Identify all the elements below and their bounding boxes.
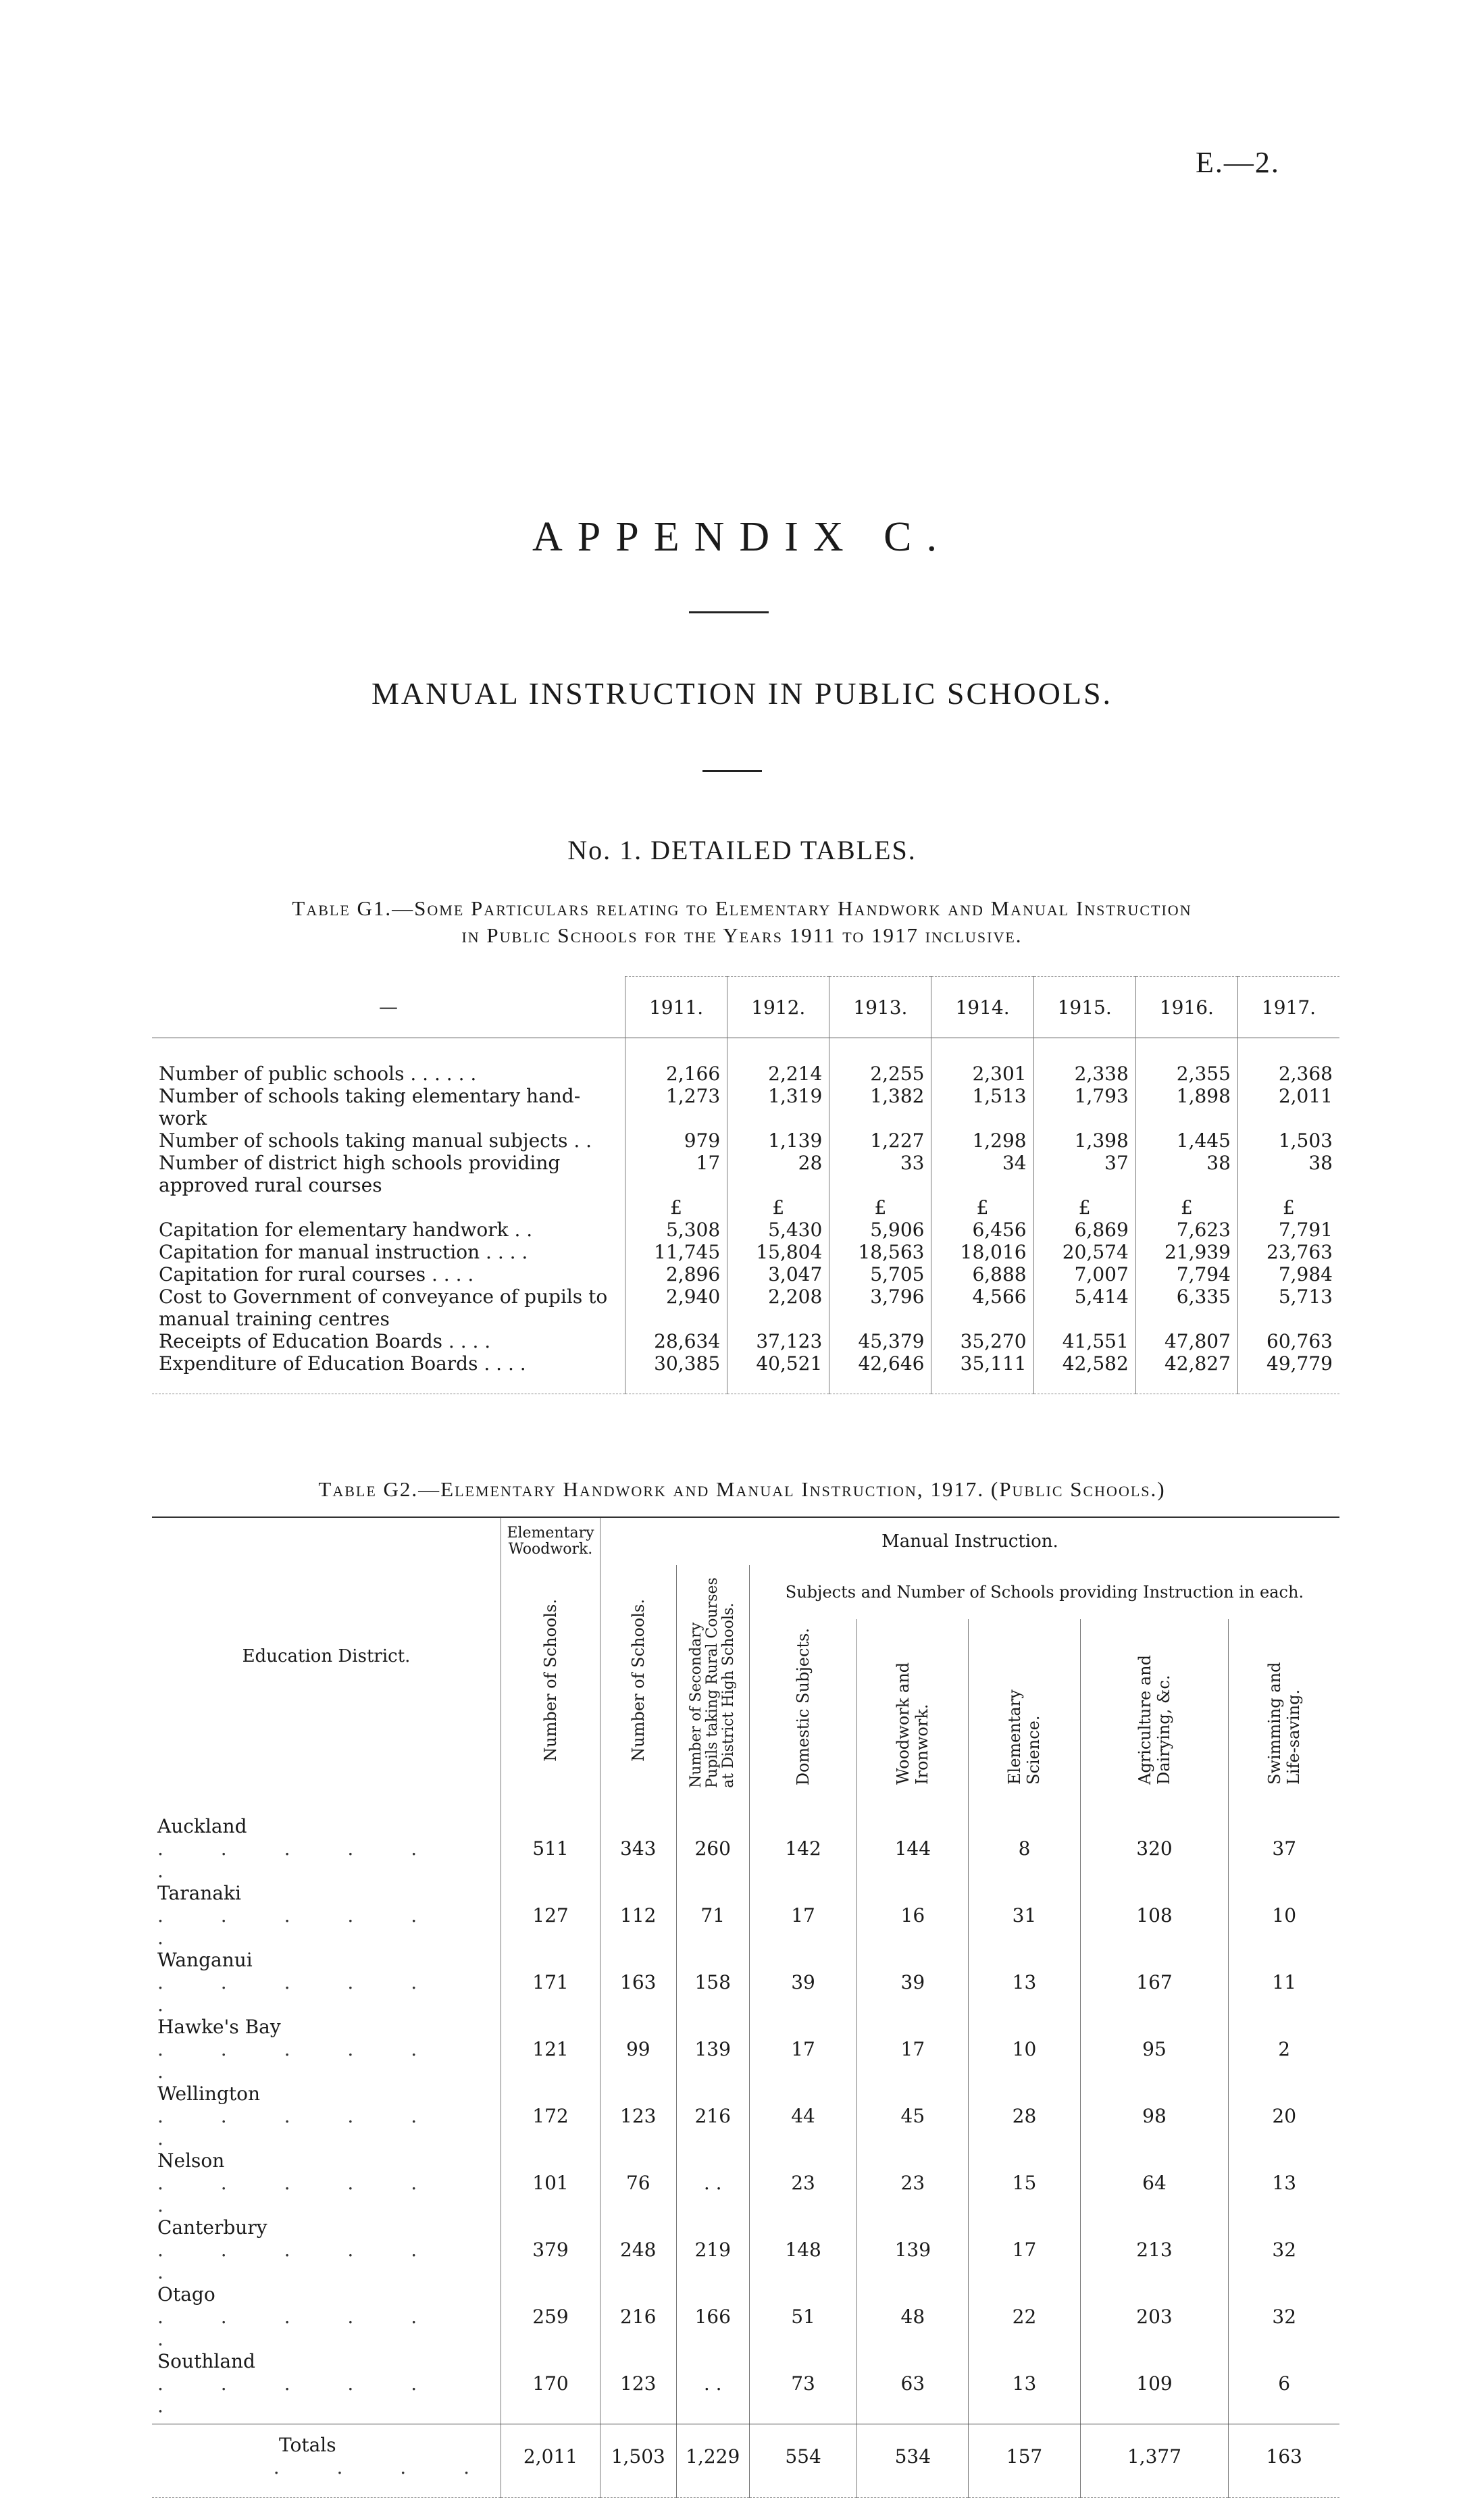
cell: 5,906 [829, 1219, 931, 1241]
row-label: Expenditure of Education Boards . . . . [152, 1352, 625, 1394]
cell: 11,745 [625, 1241, 727, 1263]
cell: 37 [1229, 1795, 1339, 1882]
cell: 1,227 [829, 1129, 931, 1152]
cell: 7,791 [1237, 1219, 1339, 1241]
appendix-title: APPENDIX C. [532, 514, 952, 560]
cell: 1,898 [1135, 1085, 1237, 1129]
cell: 248 [600, 2216, 677, 2283]
row-label [152, 1196, 625, 1219]
column-header-text: Number of Secondary Pupils taking Rural Courses at District High Schools. [688, 1577, 738, 1788]
cell: 142 [749, 1795, 856, 1882]
cell: 1,139 [727, 1129, 829, 1152]
row-label: Capitation for elementary handwork . . [159, 1219, 533, 1241]
cell: 6,888 [931, 1263, 1033, 1285]
table-row [152, 1129, 1339, 1152]
cell: 5,308 [625, 1219, 727, 1241]
total-cell: 157 [969, 2424, 1080, 2498]
cell: 163 [600, 1949, 677, 2016]
row-label: Number of district high schools providing approved rural courses [159, 1152, 561, 1196]
cell: 1,382 [829, 1085, 931, 1129]
district-name: Otago [157, 2283, 215, 2305]
column-header-text: Domestic Subjects. [794, 1628, 813, 1786]
row-label: Cost to Government of conveyance of pupils to manual training centres [159, 1285, 608, 1330]
pound-sign: £ [829, 1196, 931, 1219]
district-name: Taranaki [157, 1882, 241, 1904]
cell: 39 [749, 1949, 856, 2016]
cell: 167 [1080, 1949, 1229, 2016]
cell: 31 [969, 1882, 1080, 1949]
cell: 2 [1229, 2016, 1339, 2083]
cell: 60,763 [1237, 1330, 1339, 1352]
district-cell [152, 2216, 501, 2283]
column-header [969, 1619, 1080, 1795]
row-label: Capitation for manual instruction . . . . [159, 1241, 528, 1263]
district-cell [152, 2350, 501, 2424]
cell: 121 [501, 2016, 600, 2083]
table-row [152, 2350, 1339, 2424]
pound-sign: £ [1135, 1196, 1237, 1219]
cell: 7,984 [1237, 1263, 1339, 1285]
district-name: Wellington [157, 2083, 261, 2105]
column-header [600, 1565, 677, 1795]
column-header-text: Agriculture and Dairying, &c. [1135, 1655, 1173, 1785]
cell: 21,939 [1135, 1241, 1237, 1263]
cell: 1,513 [931, 1085, 1033, 1129]
cell: 34 [931, 1152, 1033, 1196]
cell: 18,563 [829, 1241, 931, 1263]
cell: 1,503 [1237, 1129, 1339, 1152]
cell: 2,166 [625, 1038, 727, 1086]
table-row [152, 1263, 1339, 1285]
cell: 148 [749, 2216, 856, 2283]
row-label: Receipts of Education Boards . . . . [159, 1330, 491, 1352]
table-row [152, 2149, 1339, 2216]
cell: 6,869 [1033, 1219, 1135, 1241]
cell: 123 [600, 2350, 677, 2424]
district-cell [152, 2016, 501, 2083]
cell: 5,430 [727, 1219, 829, 1241]
cell: 2,255 [829, 1038, 931, 1086]
cell: 5,705 [829, 1263, 931, 1285]
cell: 144 [857, 1795, 969, 1882]
table-row [152, 1038, 1339, 1086]
cell: 320 [1080, 1795, 1229, 1882]
section-title: MANUAL INSTRUCTION IN PUBLIC SCHOOLS. [371, 676, 1113, 711]
cell: 1,793 [1033, 1085, 1135, 1129]
cell: 2,940 [625, 1285, 727, 1330]
district-name: Southland [157, 2350, 255, 2372]
cell: 30,385 [625, 1352, 727, 1394]
leader-dots: . . . . . . [157, 2239, 443, 2283]
cell: . . [676, 2149, 749, 2216]
row-label: Number of schools taking elementary hand-work [159, 1085, 581, 1129]
cell: 3,796 [829, 1285, 931, 1330]
cell: 2,301 [931, 1038, 1033, 1086]
cell: 7,623 [1135, 1219, 1237, 1241]
table-row [152, 2083, 1339, 2149]
total-cell: 1,377 [1080, 2424, 1229, 2498]
cell: 13 [969, 1949, 1080, 2016]
cell: 16 [857, 1882, 969, 1949]
cell: 37 [1033, 1152, 1135, 1196]
cell: 32 [1229, 2216, 1339, 2283]
table-row [152, 1795, 1339, 1882]
cell: 979 [625, 1129, 727, 1152]
cell: 18,016 [931, 1241, 1033, 1263]
cell: 40,521 [727, 1352, 829, 1394]
cell: 71 [676, 1882, 749, 1949]
cell: 39 [857, 1949, 969, 2016]
cell: 98 [1080, 2083, 1229, 2149]
cell: 17 [969, 2216, 1080, 2283]
cell: 99 [600, 2016, 677, 2083]
table-row [152, 1949, 1339, 2016]
pound-sign: £ [931, 1196, 1033, 1219]
cell: 123 [600, 2083, 677, 2149]
cell: 5,414 [1033, 1285, 1135, 1330]
total-cell: 1,503 [600, 2424, 677, 2498]
cell: 1,445 [1135, 1129, 1237, 1152]
table-g1-header-row [152, 977, 1339, 1038]
cell: 259 [501, 2283, 600, 2350]
cell: 2,011 [1237, 1085, 1339, 1129]
cell: 20,574 [1033, 1241, 1135, 1263]
cell: 1,319 [727, 1085, 829, 1129]
cell: 109 [1080, 2350, 1229, 2424]
cell: 2,214 [727, 1038, 829, 1086]
leader-dots: . . . . . . [157, 1971, 443, 2016]
year-header: 1912. [727, 977, 829, 1038]
year-header: 1915. [1033, 977, 1135, 1038]
pound-sign: £ [1033, 1196, 1135, 1219]
cell: 213 [1080, 2216, 1229, 2283]
cell: 28 [727, 1152, 829, 1196]
cell: 7,007 [1033, 1263, 1135, 1285]
year-header: 1917. [1237, 977, 1339, 1038]
cell: 511 [501, 1795, 600, 1882]
divider [702, 770, 762, 772]
column-header-text: Number of Schools. [541, 1598, 560, 1762]
row-label: Number of schools taking manual subjects . . [159, 1129, 592, 1152]
cell: 139 [676, 2016, 749, 2083]
column-header-text: Number of Schools. [628, 1598, 648, 1762]
column-header-text: Elementary Science. [1005, 1689, 1044, 1785]
district-name: Wanganui [157, 1949, 253, 1971]
table-g2-caption: Table G2.—Elementary Handwork and Manual Instruction, 1917. (Public Schools.) [318, 1477, 1166, 1501]
cell: 28 [969, 2083, 1080, 2149]
cell: 2,368 [1237, 1038, 1339, 1086]
district-cell [152, 1949, 501, 2016]
cell: 17 [857, 2016, 969, 2083]
cell: 171 [501, 1949, 600, 2016]
cell: 1,273 [625, 1085, 727, 1129]
leader-dots: . . . . . . [157, 2305, 443, 2350]
district-name: Hawke's Bay [157, 2016, 281, 2038]
cell: 42,582 [1033, 1352, 1135, 1394]
cell: 38 [1237, 1152, 1339, 1196]
pound-sign: £ [625, 1196, 727, 1219]
pound-sign: £ [1237, 1196, 1339, 1219]
table-row [152, 1352, 1339, 1394]
table-row [152, 1330, 1339, 1352]
cell: 343 [600, 1795, 677, 1882]
table-g1 [152, 976, 1339, 1394]
cell: 4,566 [931, 1285, 1033, 1330]
cell: 51 [749, 2283, 856, 2350]
table-row [152, 1085, 1339, 1129]
totals-row [152, 2424, 1339, 2498]
table-g1-caption-line1: Table G1.—Some Particulars relating to Elementary Handwork and Manual Instruction [292, 896, 1192, 920]
leader-dots: . . . . [273, 2456, 495, 2478]
cell: 13 [1229, 2149, 1339, 2216]
table-row [152, 1882, 1339, 1949]
district-cell [152, 1882, 501, 1949]
cell: 23 [857, 2149, 969, 2216]
cell: 42,646 [829, 1352, 931, 1394]
column-header-text: Swimming and Life-saving. [1265, 1662, 1304, 1785]
district-name: Nelson [157, 2149, 225, 2172]
cell: 2,208 [727, 1285, 829, 1330]
table-g1-caption-line2: in Public Schools for the Years 1911 to 1917 inclusive. [461, 923, 1023, 947]
elementary-woodwork-header: Elementary Woodwork. [501, 1517, 600, 1565]
cell: 203 [1080, 2283, 1229, 2350]
table-g2-header-row [152, 1517, 1339, 1565]
cell: 10 [1229, 1882, 1339, 1949]
column-header [857, 1619, 969, 1795]
total-cell: 163 [1229, 2424, 1339, 2498]
year-header: 1913. [829, 977, 931, 1038]
cell: 15 [969, 2149, 1080, 2216]
cell: 47,807 [1135, 1330, 1237, 1352]
leader-dots: . . . . . . [157, 1904, 443, 1949]
divider [689, 611, 769, 613]
column-header [1229, 1619, 1339, 1795]
total-cell: 2,011 [501, 2424, 600, 2498]
pound-sign: £ [727, 1196, 829, 1219]
column-header [749, 1619, 856, 1795]
cell: 64 [1080, 2149, 1229, 2216]
cell: 76 [600, 2149, 677, 2216]
cell: 10 [969, 2016, 1080, 2083]
cell: 11 [1229, 1949, 1339, 2016]
district-cell [152, 2083, 501, 2149]
leader-dots: . . . . . . [157, 1837, 443, 1882]
cell: 23 [749, 2149, 856, 2216]
cell: 45,379 [829, 1330, 931, 1352]
table-g2 [152, 1516, 1339, 2498]
cell: . . [676, 2350, 749, 2424]
cell: 20 [1229, 2083, 1339, 2149]
cell: 73 [749, 2350, 856, 2424]
subsection-title: No. 1. DETAILED TABLES. [567, 835, 917, 865]
cell: 17 [625, 1152, 727, 1196]
cell: 28,634 [625, 1330, 727, 1352]
cell: 37,123 [727, 1330, 829, 1352]
totals-label: Totals [279, 2434, 336, 2456]
table-g1-caption [101, 895, 1383, 949]
cell: 112 [600, 1882, 677, 1949]
row-label: Capitation for rural courses . . . . [159, 1263, 474, 1285]
district-name: Auckland [157, 1815, 247, 1837]
cell: 44 [749, 2083, 856, 2149]
cell: 6,456 [931, 1219, 1033, 1241]
cell: 38 [1135, 1152, 1237, 1196]
table-row [152, 2016, 1339, 2083]
cell: 7,794 [1135, 1263, 1237, 1285]
cell: 35,111 [931, 1352, 1033, 1394]
cell: 13 [969, 2350, 1080, 2424]
row-label: Number of public schools . . . . . . [159, 1063, 477, 1085]
cell: 5,713 [1237, 1285, 1339, 1330]
cell: 1,398 [1033, 1129, 1135, 1152]
cell: 260 [676, 1795, 749, 1882]
cell: 41,551 [1033, 1330, 1135, 1352]
cell: 2,338 [1033, 1038, 1135, 1086]
total-cell: 1,229 [676, 2424, 749, 2498]
cell: 15,804 [727, 1241, 829, 1263]
cell: 6,335 [1135, 1285, 1237, 1330]
table-row [152, 1152, 1339, 1196]
cell: 95 [1080, 2016, 1229, 2083]
cell: 172 [501, 2083, 600, 2149]
cell: 6 [1229, 2350, 1339, 2424]
page-reference: E.—2. [1196, 146, 1280, 179]
column-header [1080, 1619, 1229, 1795]
cell: 216 [600, 2283, 677, 2350]
cell: 219 [676, 2216, 749, 2283]
district-name: Canterbury [157, 2216, 267, 2239]
cell: 1,298 [931, 1129, 1033, 1152]
cell: 3,047 [727, 1263, 829, 1285]
cell: 108 [1080, 1882, 1229, 1949]
cell: 2,896 [625, 1263, 727, 1285]
cell: 139 [857, 2216, 969, 2283]
cell: 32 [1229, 2283, 1339, 2350]
column-header-text: Woodwork and Ironwork. [894, 1662, 932, 1785]
cell: 158 [676, 1949, 749, 2016]
subjects-group-header: Subjects and Number of Schools providing Instruction in each. [749, 1565, 1339, 1619]
cell: 42,827 [1135, 1352, 1237, 1394]
cell: 23,763 [1237, 1241, 1339, 1263]
column-header [676, 1565, 749, 1795]
table-row [152, 2216, 1339, 2283]
leader-dots: . . . . . . [157, 2172, 443, 2216]
cell: 379 [501, 2216, 600, 2283]
table-row [152, 1219, 1339, 1241]
cell: 45 [857, 2083, 969, 2149]
cell: 127 [501, 1882, 600, 1949]
cell: 216 [676, 2083, 749, 2149]
cell: 101 [501, 2149, 600, 2216]
year-header: 1916. [1135, 977, 1237, 1038]
year-header: 1911. [625, 977, 727, 1038]
manual-instruction-header: Manual Instruction. [600, 1517, 1340, 1565]
district-header: Education District. [152, 1517, 501, 1795]
total-cell: 554 [749, 2424, 856, 2498]
currency-row [152, 1196, 1339, 1219]
district-cell [152, 1795, 501, 1882]
cell: 17 [749, 2016, 856, 2083]
total-cell: 534 [857, 2424, 969, 2498]
cell: 8 [969, 1795, 1080, 1882]
cell: 166 [676, 2283, 749, 2350]
cell: 35,270 [931, 1330, 1033, 1352]
column-header [501, 1565, 600, 1795]
cell: 63 [857, 2350, 969, 2424]
table-g1-corner: — [379, 996, 398, 1019]
table-row [152, 2283, 1339, 2350]
table-row [152, 1241, 1339, 1263]
cell: 33 [829, 1152, 931, 1196]
cell: 2,355 [1135, 1038, 1237, 1086]
totals-cell [152, 2424, 501, 2498]
cell: 17 [749, 1882, 856, 1949]
leader-dots: . . . . . . [157, 2105, 443, 2149]
cell: 49,779 [1237, 1352, 1339, 1394]
district-cell [152, 2283, 501, 2350]
district-cell [152, 2149, 501, 2216]
cell: 170 [501, 2350, 600, 2424]
cell: 22 [969, 2283, 1080, 2350]
year-header: 1914. [931, 977, 1033, 1038]
leader-dots: . . . . . . [157, 2038, 443, 2083]
table-row [152, 1285, 1339, 1330]
leader-dots: . . . . . . [157, 2372, 443, 2417]
cell: 48 [857, 2283, 969, 2350]
